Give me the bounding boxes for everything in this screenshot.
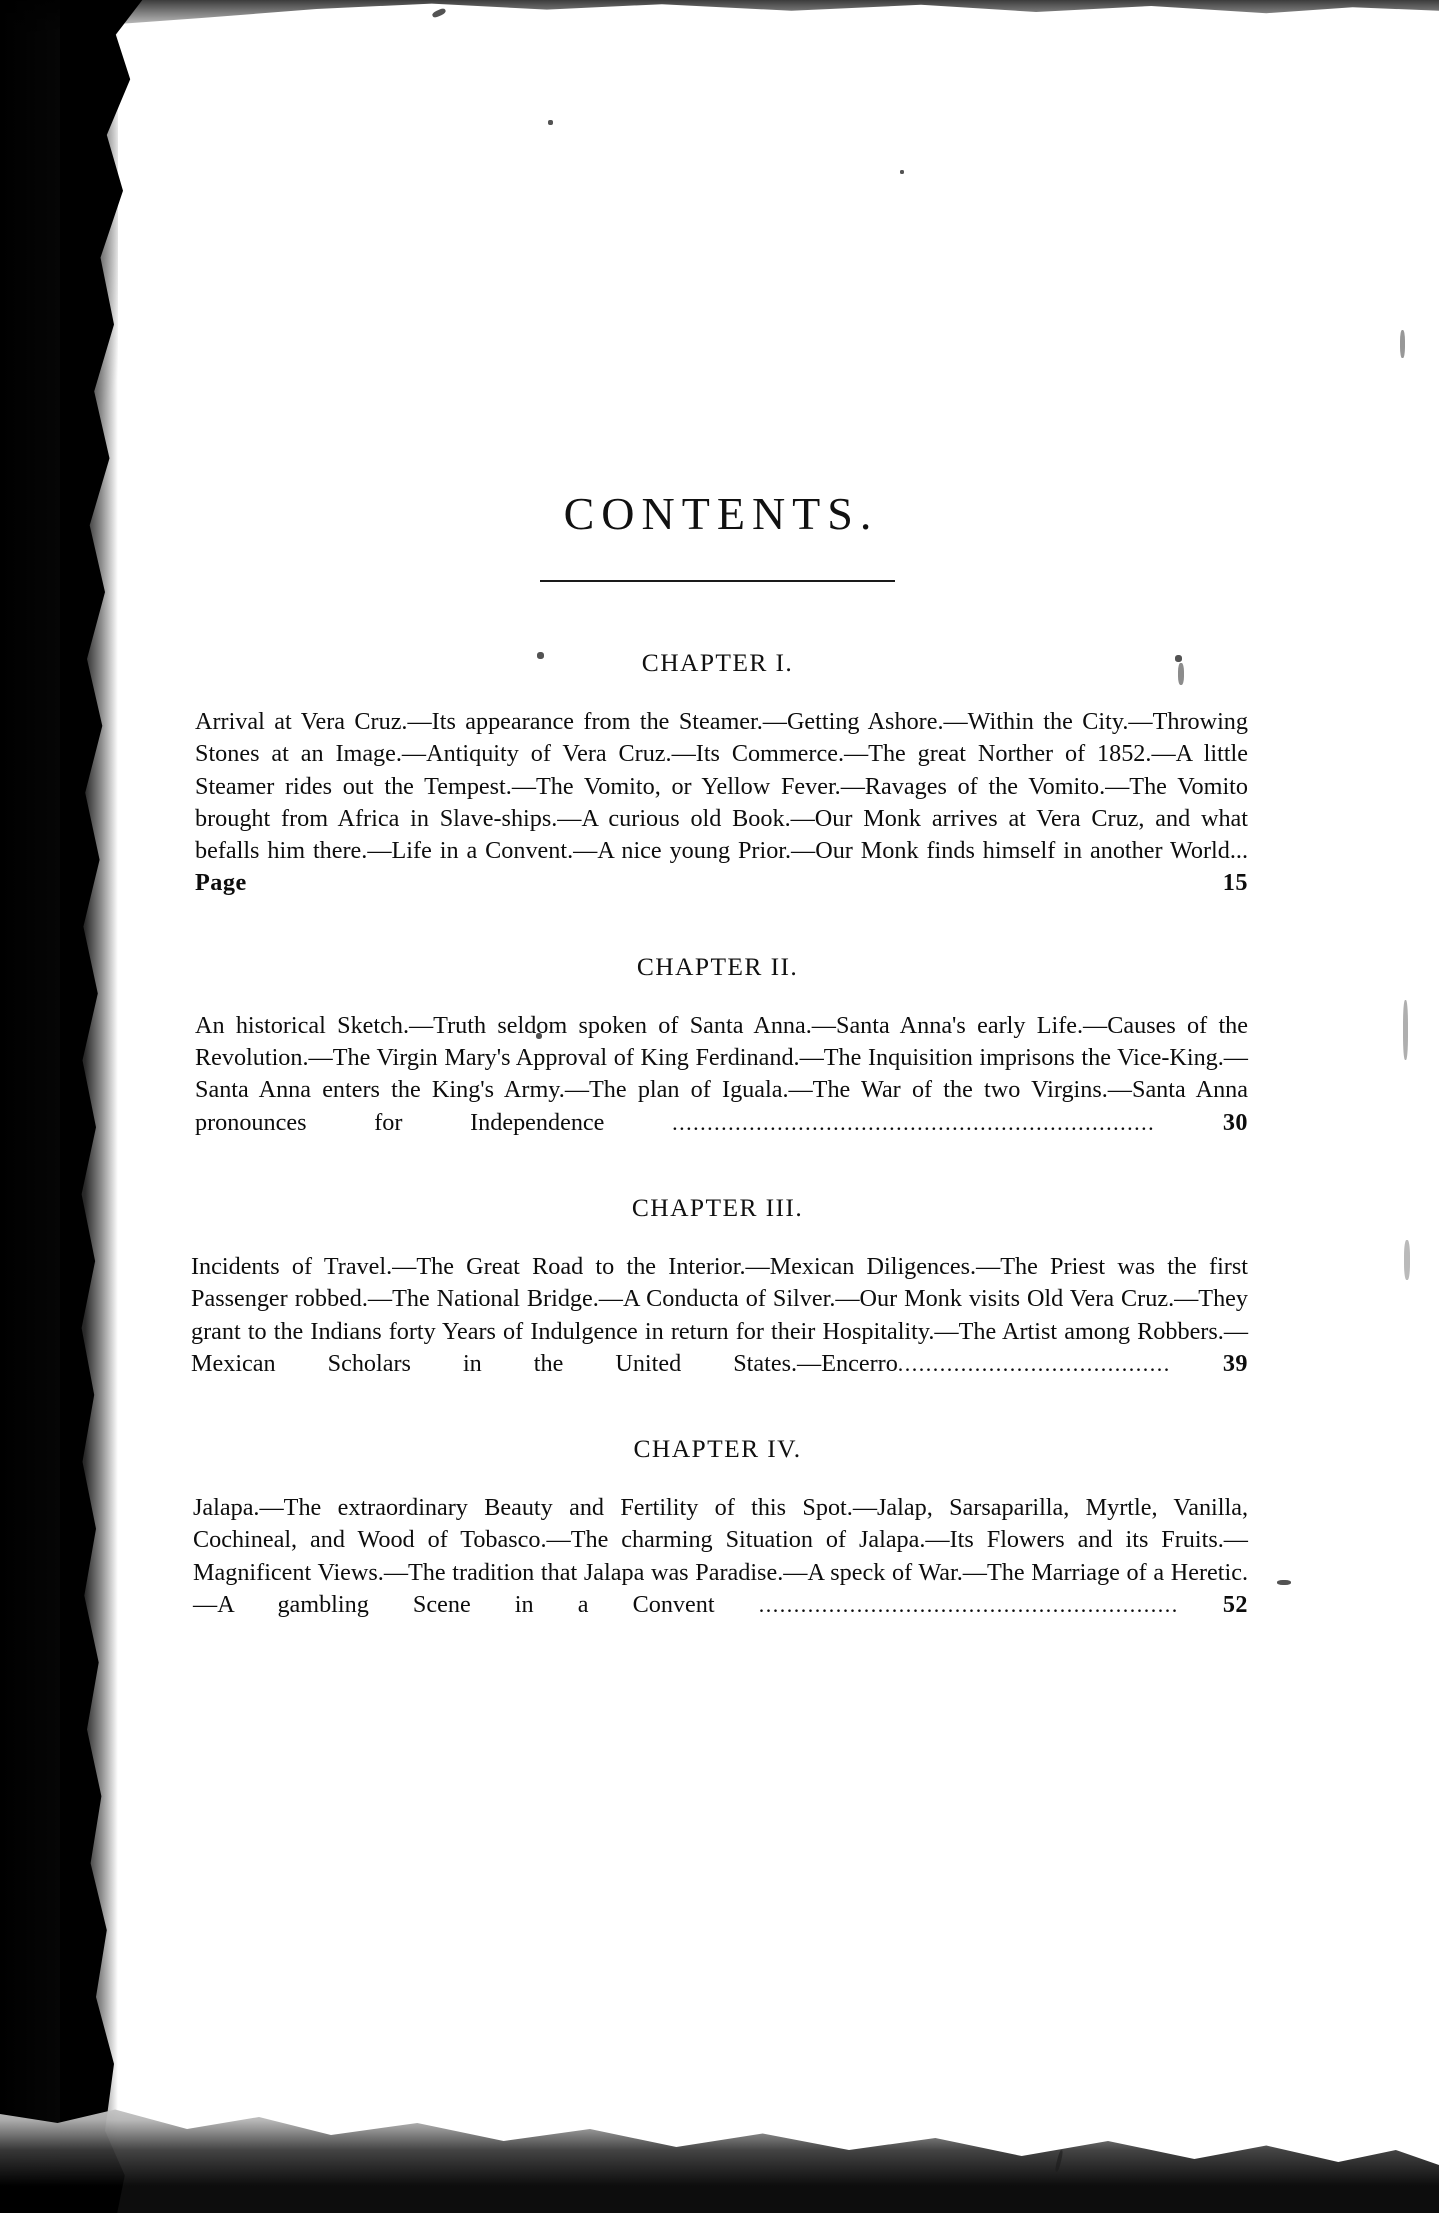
chapter-summary-text: Incidents of Travel.—The Great Road to the Interior.—Mexican Diligences.—The Priest was the first Passenger robbed.—The National Bridge.—A Conducta of Silver.—Our Monk visits Old Vera Cruz.—They grant to the Indians forty Years of Indulgence in return for their Hospitality.—The Artist among Robbers.—Mexican Scholars in the United States.—Encerro [191,1252,1248,1377]
chapter-summary [185,1251,1250,1380]
chapter-page-number: Page 15 [195,869,1248,897]
chapter-entry-4 [185,1434,1250,1621]
chapter-summary-text: Arrival at Vera Cruz.—Its appearance from the Steamer.—Getting Ashore.—Within the City.—Throwing Stones at an Image.—Antiquity of Vera Cruz.—Its Commerce.—The great Norther of 1852.—A little Steamer rides out the Tempest.—The Vomito, or Yellow Fever.—Ravages of the Vomito.—The Vomito brought from Africa in Slave-ships.—A curious old Book.—Our Monk arrives at Vera Cruz, and what befalls him there.—Life in a Convent.—A nice young Prior.—Our Monk finds himself in another World... [195,708,1248,865]
scan-speck [1404,1240,1410,1280]
title-divider [540,580,895,582]
page-title: CONTENTS. [563,488,879,539]
chapter-heading: CHAPTER III. [631,1192,804,1222]
dot-leader: ....................................... [897,1350,1171,1376]
chapter-summary-text: An historical Sketch.—Truth seldom spoken of Santa Anna.—Santa Anna's early Life.—Causes of the Revolution.—The Virgin Mary's Approval of King Ferdinand.—The Inquisition imprisons the Vice-King.—Santa Anna enters the King's Army.—The plan of Iguala.—The War of the two Virgins.—Santa Anna pronounces for Independence [195,1011,1248,1136]
chapter-heading: CHAPTER I. [641,648,794,677]
dot-leader: ............................................................ [758,1592,1179,1618]
chapter-summary-text: Jalapa.—The extraordinary Beauty and Fertility of this Spot.—Jalap, Sarsaparilla, Myrtle, Vanilla, Cochineal, and Wood of Tobasco.—The charming Situation of Jalapa.—Its Flowers and its Fruits.—Magnificent Views.—The tradition that Jalapa was Paradise.—A speck of War.—The Marriage of a Heretic.—A gambling Scene in a Convent [193,1494,1248,1619]
chapter-summary [185,1492,1250,1621]
scan-speck [1277,1580,1291,1585]
dot-leader: ..................................................................... [672,1109,1156,1135]
chapter-page-number: 30 [1222,1108,1248,1136]
scan-speck [1403,1000,1408,1060]
chapter-entry-2 [185,952,1250,1139]
chapter-entry-1 [185,648,1250,900]
chapter-page-number: 52 [1222,1591,1249,1619]
chapter-page-number: 39 [1222,1349,1249,1377]
chapter-heading: CHAPTER II. [636,951,799,981]
page-content [185,0,1250,2213]
scan-speck [1400,330,1405,358]
chapter-summary [185,1010,1250,1139]
chapter-summary [185,706,1250,900]
chapter-heading: CHAPTER IV. [633,1434,802,1464]
chapter-entry-3 [185,1193,1250,1380]
